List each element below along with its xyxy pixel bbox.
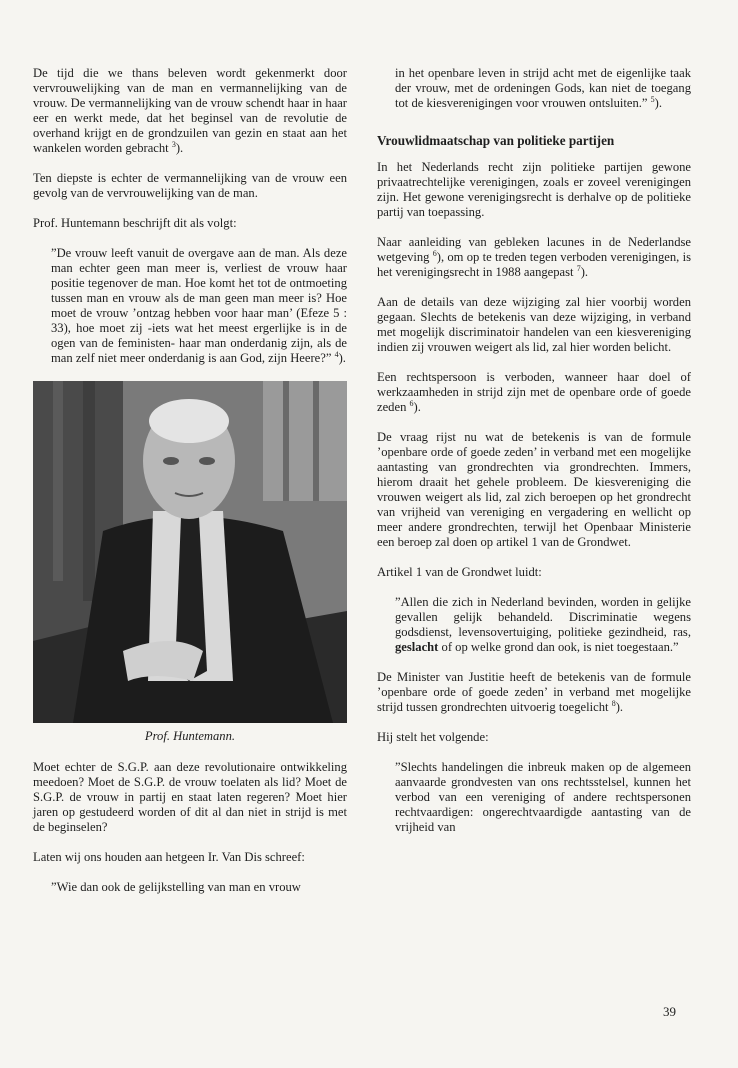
paragraph: Naar aanleiding van gebleken lacunes in de Nederlandse wetgeving $^6$), om op te treden tegen verboden verenigingen, is het verenigingsrecht in 1988 aangepast $^7$). [377, 235, 691, 279]
left-column [33, 66, 347, 910]
section-heading: Vrouwlidmaatschap van politieke partijen [377, 133, 615, 148]
paragraph: Aan de details van deze wijziging zal hier voorbij worden gegaan. Slechts de betekenis van deze wijziging, in verband met mogelijk discriminatoir handelen van een kiesvereniging indien zij vrouwen weigert als lid, zal hier worden belicht. [377, 295, 691, 354]
paragraph: De Minister van Justitie heeft de betekenis van de formule ’openbare orde of goede zeden’ in verband met mogelijke strijd tussen grondrechten uitvoerig toegelicht $^8$). [377, 670, 691, 714]
paragraph: In het Nederlands recht zijn politieke partijen gewone privaatrechtelijke verenigingen, zoals er zoveel verenigingen zijn. Het gewone verenigingsrecht is derhalve op de politieke partij van toepassing. [377, 160, 691, 219]
block-quote: ”De vrouw leeft vanuit de overgave aan de man. Als deze man echter geen man meer is, verliest de vrouw haar positie tegenover de man. Hoe komt het tot de ontmoeting tussen man en vrouw als de man geen man meer is? Hoe moet de vrouw ’ontzag hebben voor haar man’ (Efeze 5 : 33), hoe moet zij -iets wat het meest ergerlijke is in de ogen van de feministen- haar man onderdanig zijn, als de man zelf niet meer onderdanig is aan God, zijn Heere?” $^4$). [51, 246, 347, 365]
portrait-photo [33, 381, 347, 723]
paragraph: Moet echter de S.G.P. aan deze revolutionaire ontwikkeling meedoen? Moet de S.G.P. de vrouw toelaten als lid? Moet de S.G.P. de vrouw in partij en staat laten regeren? Moet hier jaren op gestudeerd worden of dit al dan niet in strijd is met de beginselen? [33, 760, 347, 834]
block-quote-continued: in het openbare leven in strijd acht met de eigenlijke taak der vrouw, met de ordeningen Gods, kan niet de toegang tot de kiesverenigingen voor vrouwen ontsluiten.” $^5$). [395, 66, 691, 110]
paragraph: Ten diepste is echter de vermannelijking van de vrouw een gevolg van de vervrouwelijking van de man. [33, 171, 347, 200]
paragraph: Artikel 1 van de Grondwet luidt: [377, 565, 542, 579]
block-quote: ”Allen die zich in Nederland bevinden, worden in gelijke gevallen gelijk behandeld. Discriminatie wegens godsdienst, levensovertuiging, politieke gezindheid, ras, geslacht of op welke grond dan ook, is niet toegestaan.” [395, 595, 691, 654]
photo-caption: Prof. Huntemann. [144, 729, 236, 743]
paragraph: Hij stelt het volgende: [377, 730, 489, 744]
paragraph: De vraag rijst nu wat de betekenis is van de formule ’openbare orde of goede zeden’ in verband met een mogelijke aantasting van grondrechten via grondrechten. Immers, hierom draait het gehele probleem. De kiesvereniging die vrouwen weigert als lid, zal zich beroepen op het grondrecht van vrijheid van vereniging en vergadering en wellicht op meer andere grondrechten, terwijl het Openbaar Ministerie een beroep zal doen op artikel 1 van de Grondwet. [377, 430, 691, 549]
paragraph: Prof. Huntemann beschrijft dit als volgt: [33, 216, 237, 230]
page-number: 39 [663, 1004, 676, 1019]
portrait-photo-drawing [33, 381, 347, 723]
paragraph: Een rechtspersoon is verboden, wanneer haar doel of werkzaamheden in strijd zijn met de openbare orde of goede zeden $^6$). [377, 370, 691, 414]
paragraph: Laten wij ons houden aan hetgeen Ir. Van Dis schreef: [33, 850, 305, 864]
block-quote: ”Slechts handelingen die inbreuk maken op de algemeen aanvaarde grondvesten van ons rechtsstelsel, kunnen het verbod van een vereniging of andere rechtspersonen rechtvaardigen: ongerechtvaardigde aantasting van de vrijheid van [395, 760, 691, 834]
right-column [377, 66, 691, 850]
paragraph: De tijd die we thans beleven wordt gekenmerkt door vervrouwelijking van de man en vermannelijking van de vrouw. De vermannelijking van de vrouw schendt haar in haar eer en werkt mede, dat het beginsel van de revolutie de overhand krijgt en de grondzuilen van gezin en staat aan het wankelen worden gebracht $^3$). [33, 66, 347, 155]
block-quote: ”Wie dan ook de gelijkstelling van man en vrouw [51, 880, 301, 894]
